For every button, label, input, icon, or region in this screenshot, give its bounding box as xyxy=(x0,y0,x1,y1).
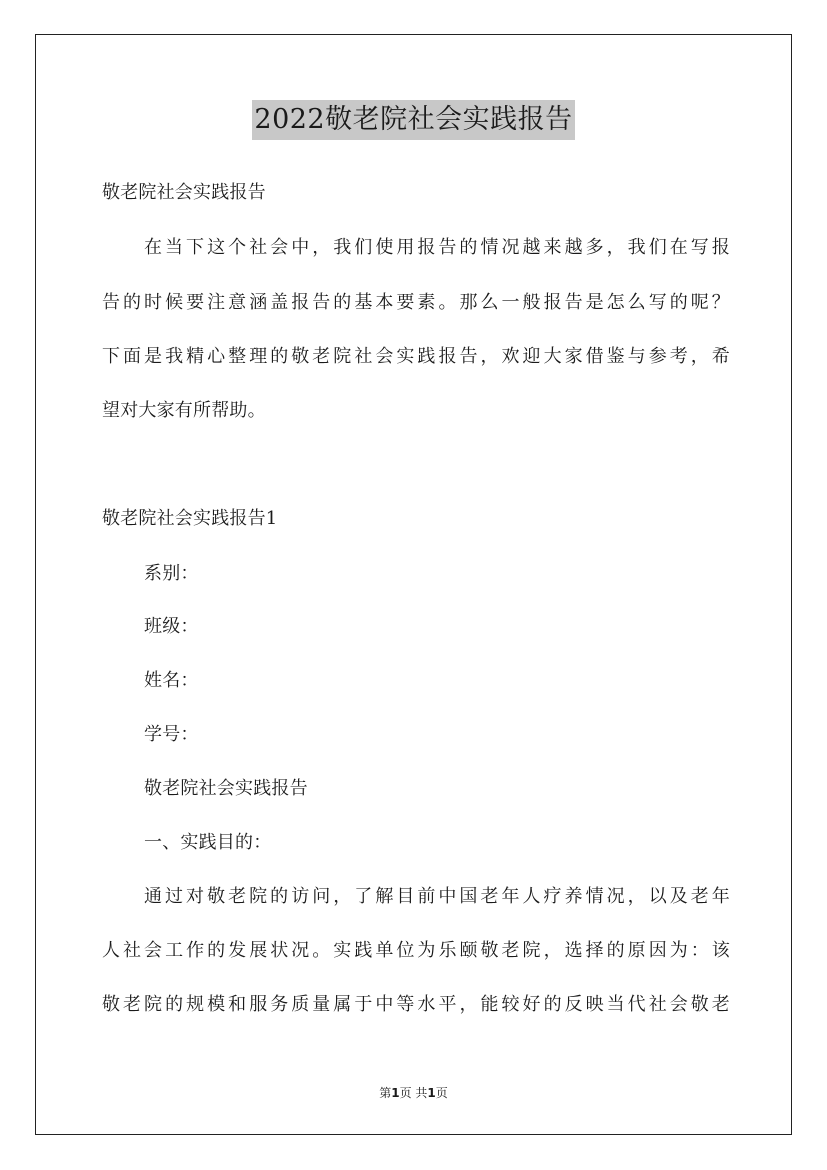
footer-page-total: 1 xyxy=(427,1086,436,1100)
intro-line-2: 告的时候要注意涵盖报告的基本要素。那么一般报告是怎么写的呢？ xyxy=(102,292,730,313)
footer-page-suffix: 页 xyxy=(435,1086,448,1100)
document-title: 2022敬老院社会实践报告 xyxy=(252,100,574,140)
report-title: 敬老院社会实践报告 xyxy=(144,778,308,799)
field-department: 系别： xyxy=(144,563,199,584)
purpose-heading: 一、实践目的： xyxy=(144,832,272,853)
title-wrap xyxy=(0,100,827,140)
intro-line-4: 望对大家有所帮助。 xyxy=(102,400,266,421)
field-class: 班级： xyxy=(144,616,199,637)
purpose-line-1: 通过对敬老院的访问，了解目前中国老年人疗养情况，以及老年 xyxy=(144,886,730,907)
footer-page-prefix: 第 xyxy=(379,1086,392,1100)
purpose-line-2: 人社会工作的发展状况。实践单位为乐颐敬老院，选择的原因为：该 xyxy=(102,940,730,961)
document-subtitle: 敬老院社会实践报告 xyxy=(102,182,266,203)
field-name: 姓名： xyxy=(144,670,199,691)
field-student-id: 学号： xyxy=(144,724,199,745)
intro-line-1: 在当下这个社会中，我们使用报告的情况越来越多，我们在写报 xyxy=(144,237,730,258)
footer-page-current: 1 xyxy=(391,1086,400,1100)
intro-line-3: 下面是我精心整理的敬老院社会实践报告，欢迎大家借鉴与参考，希 xyxy=(102,346,730,367)
purpose-line-3: 敬老院的规模和服务质量属于中等水平，能较好的反映当代社会敬老 xyxy=(102,994,730,1015)
footer-page-mid: 页 共 xyxy=(399,1086,428,1100)
page-footer xyxy=(0,1084,827,1101)
section-heading: 敬老院社会实践报告1 xyxy=(102,508,278,529)
